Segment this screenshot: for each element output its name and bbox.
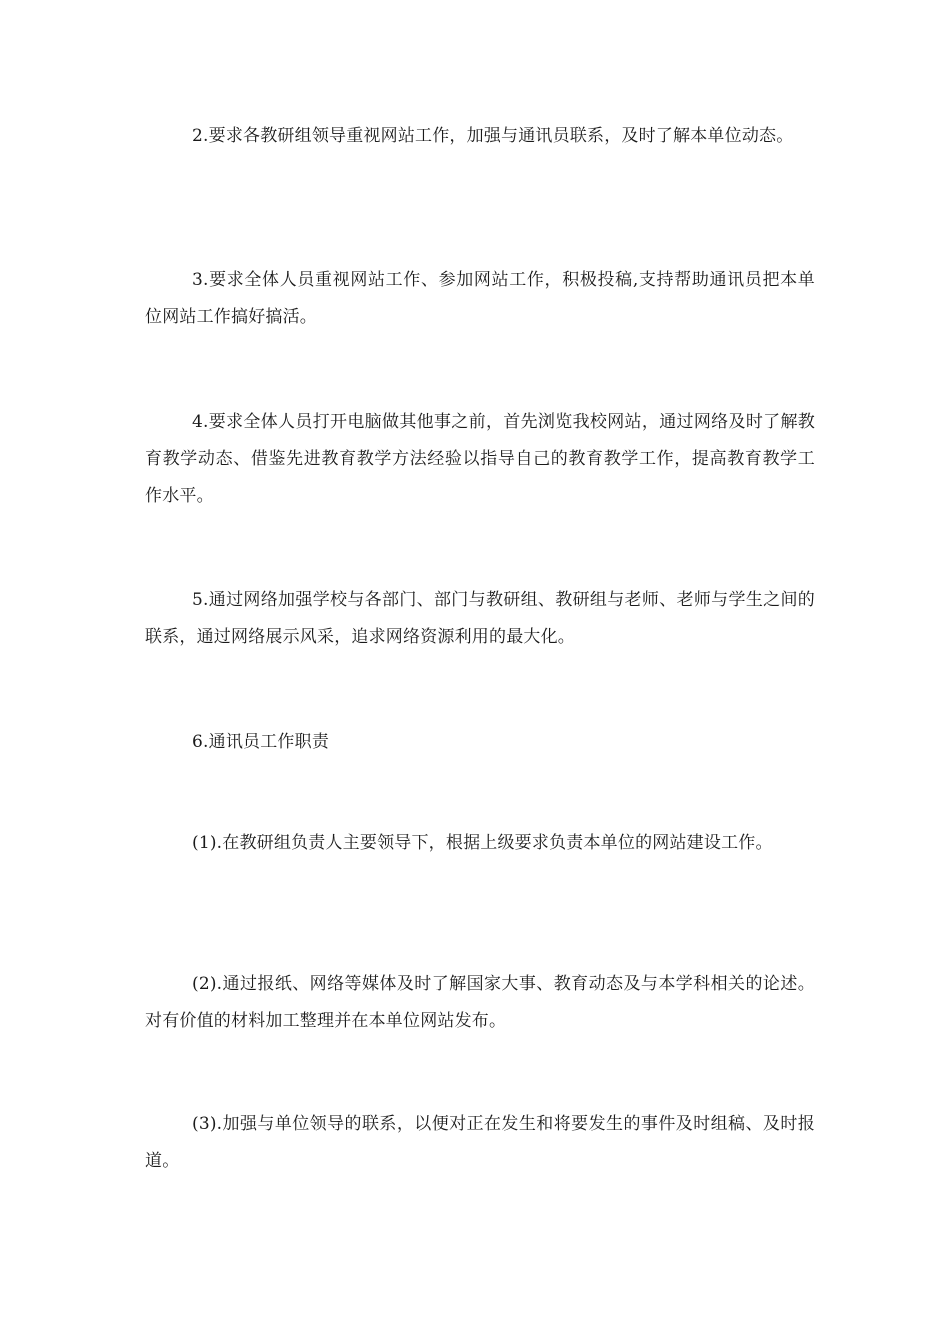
paragraph-2-website-leadership: 2.要求各教研组领导重视网站工作，加强与通讯员联系，及时了解本单位动态。 bbox=[192, 126, 794, 146]
paragraph-4-browse-website: 4.要求全体人员打开电脑做其他事之前，首先浏览我校网站，通过网络及时了解教育教学动态、借鉴先进教育教学方法经验以指导自己的教育教学工作，提高教育教学工作水平。 bbox=[145, 412, 815, 506]
paragraph-duty-1: (1).在教研组负责人主要领导下，根据上级要求负责本单位的网站建设工作。 bbox=[192, 833, 773, 853]
paragraph-6-correspondent-duties-heading: 6.通讯员工作职责 bbox=[192, 732, 330, 752]
paragraph-duty-3: (3).加强与单位领导的联系，以便对正在发生和将要发生的事件及时组稿、及时报道。 bbox=[145, 1114, 815, 1171]
paragraph-5-network-communication: 5.通过网络加强学校与各部门、部门与教研组、教研组与老师、老师与学生之间的联系，通过网络展示风采，追求网络资源利用的最大化。 bbox=[145, 590, 815, 647]
paragraph-duty-2: (2).通过报纸、网络等媒体及时了解国家大事、教育动态及与本学科相关的论述。对有价值的材料加工整理并在本单位网站发布。 bbox=[145, 974, 815, 1031]
paragraph-3-staff-participation: 3.要求全体人员重视网站工作、参加网站工作，积极投稿,支持帮助通讯员把本单位网站工作搞好搞活。 bbox=[145, 270, 815, 327]
